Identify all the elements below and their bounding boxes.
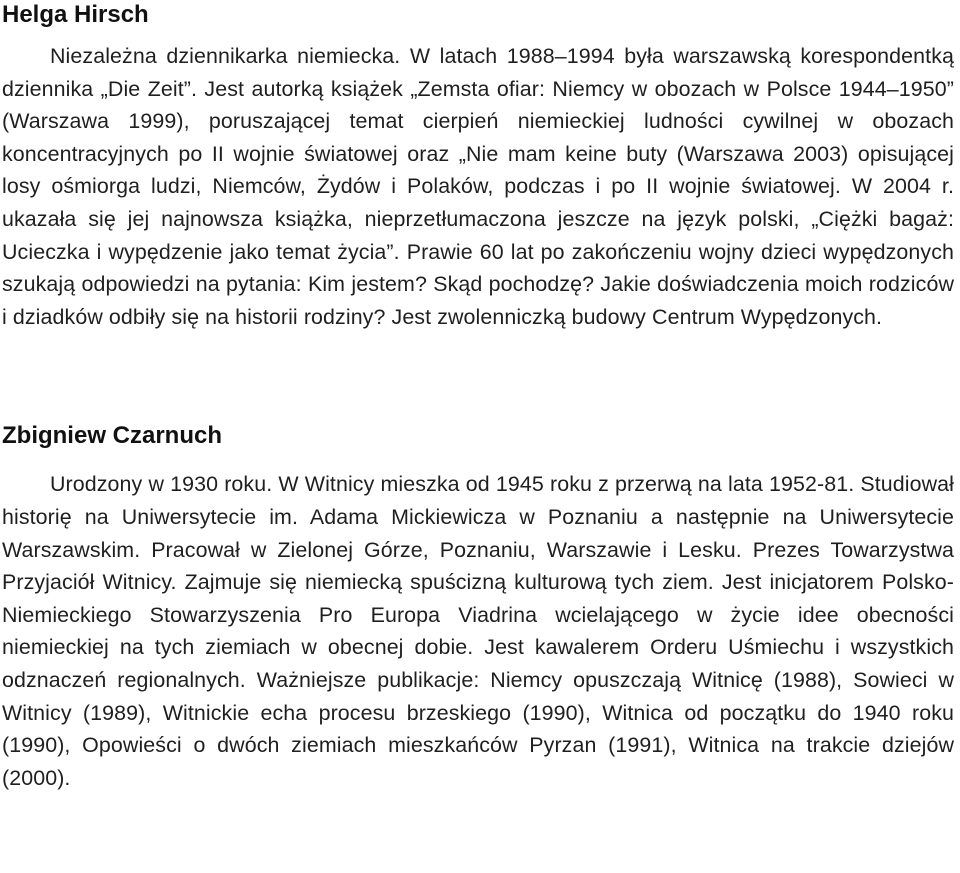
bio-name: Helga Hirsch: [2, 1, 149, 28]
bio-section-zbigniew-czarnuch: [2, 422, 954, 794]
bio-paragraph: Urodzony w 1930 roku. W Witnicy mieszka od 1945 roku z przerwą na lata 1952-81. Studiował historię na Uniwersytecie im. Adama Mickiewicza w Poznaniu a następnie na Uniwersytecie Warszawskim. Pracował w Zielonej Górze, Poznaniu, Warszawie i Lesku. Prezes Towarzystwa Przyjaciół Witnicy. Zajmuje się niemiecką spuścizną kulturową tych ziem. Jest inicjatorem Polsko-Niemieckiego Stowarzyszenia Pro Europa Viadrina wcielającego w życie idee obecności niemieckiej na tych ziemiach w obecnej dobie. Jest kawalerem Orderu Uśmiechu i wszystkich odznaczeń regionalnych. Ważniejsze publikacje: Niemcy opuszczają Witnicę (1988), Sowieci w Witnicy (1989), Witnickie echa procesu brzeskiego (1990), Witnica od początku do 1940 roku (1990), Opowieści o dwóch ziemiach mieszkańców Pyrzan (1991), Witnica na trakcie dziejów (2000).: [2, 472, 954, 790]
bio-paragraph: Niezależna dziennikarka niemiecka. W latach 1988–1994 była warszawską korespondentką dziennika „Die Zeit”. Jest autorką książek „Zemsta ofiar: Niemcy w obozach w Polsce 1944–1950” (Warszawa 1999), poruszającej temat cierpień niemieckiej ludności cywilnej w obozach koncentracyjnych po II wojnie światowej oraz „Nie mam keine buty (Warszawa 2003) opisującej losy ośmiorga ludzi, Niemców, Żydów i Polaków, podczas i po II wojnie światowej. W 2004 r. ukazała się jej najnowsza książka, nieprzetłumaczona jeszcze na język polski, „Ciężki bagaż: Ucieczka i wypędzenie jako temat życia”. Prawie 60 lat po zakończeniu wojny dzieci wypędzonych szukają odpowiedzi na pytania: Kim jestem? Skąd pochodzę? Jakie doświadczenia moich rodziców i dziadków odbiły się na historii rodziny? Jest zwolenniczką budowy Centrum Wypędzonych.: [2, 44, 954, 329]
bio-name: Zbigniew Czarnuch: [2, 422, 223, 450]
bio-section-helga-hirsch: [2, 0, 954, 333]
